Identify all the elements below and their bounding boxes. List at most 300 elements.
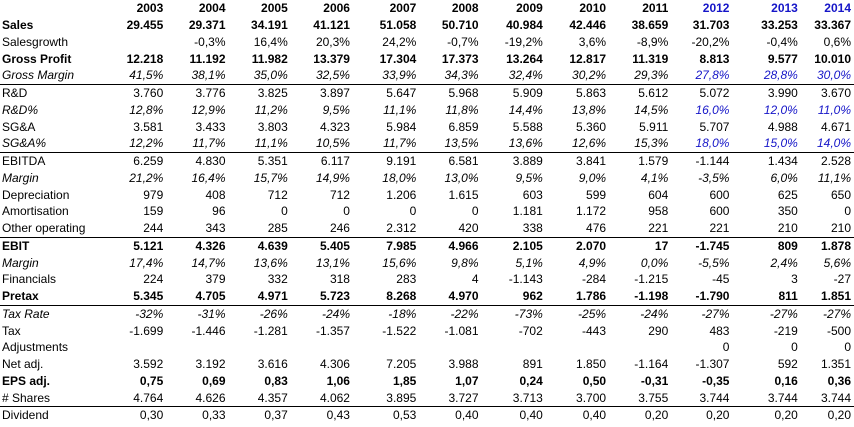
value-cell: 15,6% <box>382 255 417 270</box>
value-cell: 0,75 <box>139 373 164 388</box>
value-cell: 5.707 <box>699 119 730 134</box>
value-cell: 0,20 <box>827 408 851 423</box>
value-cell: 9,0% <box>578 170 607 185</box>
value-cell: 28,8% <box>732 67 800 84</box>
value-cell: -24% <box>640 306 669 321</box>
value-cell: 0,53 <box>392 408 417 423</box>
year-header-2014: 2014 <box>824 1 851 16</box>
row-ebitda <box>0 152 854 169</box>
value-cell: 3 <box>791 272 798 287</box>
value-cell: -284 <box>582 272 607 287</box>
value-cell: 8.813 <box>699 51 730 66</box>
value-cell: -20,2% <box>691 34 730 49</box>
value-cell: 3.776 <box>195 86 226 101</box>
value-cell: 285 <box>229 220 291 237</box>
value-cell <box>419 339 481 356</box>
value-cell: 29.371 <box>188 18 226 33</box>
value-cell: 290 <box>648 323 669 338</box>
row-r-d <box>0 102 854 119</box>
value-cell: 11,8% <box>445 102 479 117</box>
value-cell: -24% <box>321 306 350 321</box>
row-label: Salesgrowth <box>2 34 69 49</box>
value-cell: -0,35 <box>702 373 730 388</box>
value-cell: 3.825 <box>257 86 288 101</box>
value-cell: 221 <box>671 220 732 237</box>
value-cell: 1.850 <box>576 357 607 372</box>
value-cell: -1.081 <box>444 323 479 338</box>
value-cell: -1.745 <box>695 238 730 253</box>
value-cell: 9.191 <box>386 154 417 169</box>
value-cell: -1.281 <box>253 323 288 338</box>
value-cell: 0,83 <box>264 373 288 388</box>
value-cell: 40.984 <box>506 18 543 33</box>
value-cell: -1.198 <box>609 288 671 305</box>
value-cell: 32,5% <box>291 67 353 84</box>
value-cell: 0 <box>409 204 417 219</box>
value-cell: -18% <box>388 306 417 321</box>
row-adjustments <box>0 339 854 356</box>
value-cell: 3.841 <box>576 154 607 169</box>
value-cell: 958 <box>648 204 669 219</box>
value-cell: 18,0% <box>382 170 417 185</box>
value-cell: 3.744 <box>671 389 732 406</box>
value-cell: 2.070 <box>576 238 607 253</box>
value-cell: 1.206 <box>386 187 417 202</box>
value-cell: 38,1% <box>166 67 228 84</box>
value-cell: 5.121 <box>133 238 164 253</box>
value-cell: 0 <box>844 204 851 219</box>
row-label: SG&A <box>2 119 36 134</box>
value-cell: 1.434 <box>767 154 798 169</box>
row-dividend <box>0 407 854 424</box>
value-cell: 5.863 <box>576 86 607 101</box>
value-cell: 244 <box>102 220 166 237</box>
value-cell: 3.744 <box>801 389 854 406</box>
value-cell: 476 <box>546 220 609 237</box>
value-cell: -0,7% <box>447 34 479 49</box>
value-cell: 318 <box>329 272 350 287</box>
value-cell: -702 <box>518 323 543 338</box>
value-cell: -3,5% <box>698 170 730 185</box>
value-cell: 2,4% <box>770 255 798 270</box>
value-cell: 16,4% <box>253 34 288 49</box>
value-cell: -1.446 <box>191 323 226 338</box>
value-cell: 350 <box>777 204 798 219</box>
row-label: SG&A% <box>0 135 102 152</box>
value-cell: 224 <box>143 272 164 287</box>
value-cell: 483 <box>709 323 730 338</box>
value-cell: -219 <box>773 323 798 338</box>
value-cell <box>229 339 291 356</box>
value-cell: 6.259 <box>133 154 164 169</box>
value-cell: 96 <box>212 204 226 219</box>
value-cell: 30,0% <box>801 67 854 84</box>
value-cell: -1.522 <box>382 323 417 338</box>
value-cell: 11,1% <box>383 102 417 117</box>
value-cell <box>291 339 353 356</box>
value-cell: 3.433 <box>195 119 226 134</box>
row-pretax <box>0 288 854 305</box>
value-cell: 5,6% <box>823 255 851 270</box>
row-label: Depreciation <box>2 187 70 202</box>
value-cell: 12,9% <box>191 102 226 117</box>
value-cell: 2.528 <box>820 154 851 169</box>
value-cell <box>102 34 166 51</box>
value-cell: 811 <box>732 288 800 305</box>
header-row <box>0 0 854 17</box>
value-cell: 4.323 <box>319 119 350 134</box>
value-cell: 5,1% <box>515 255 543 270</box>
value-cell: 0,20 <box>774 408 798 423</box>
value-cell: 9,5% <box>515 170 543 185</box>
value-cell: 6,0% <box>770 170 798 185</box>
value-cell: 11,0% <box>817 102 851 117</box>
value-cell: 41,5% <box>102 67 166 84</box>
value-cell: 20,3% <box>315 34 350 49</box>
value-cell: 3.744 <box>732 389 800 406</box>
value-cell: 5.911 <box>639 119 669 134</box>
value-cell: 38.659 <box>631 18 669 33</box>
row-financials <box>0 271 854 288</box>
value-cell: 5.405 <box>319 238 350 253</box>
value-cell: 15,7% <box>253 170 288 185</box>
value-cell: 11,2% <box>254 102 288 117</box>
value-cell: -0,31 <box>640 373 669 388</box>
value-cell: 12,0% <box>763 102 798 117</box>
value-cell: 5.351 <box>257 154 288 169</box>
value-cell: 50.710 <box>441 18 479 33</box>
row-net-adj <box>0 356 854 373</box>
value-cell: 3.700 <box>546 389 609 406</box>
value-cell: 16,4% <box>191 170 226 185</box>
value-cell: 0,30 <box>139 408 164 423</box>
row-label: Margin <box>2 170 39 185</box>
value-cell: 10,5% <box>291 135 353 152</box>
value-cell: -443 <box>582 323 607 338</box>
value-cell: 51.058 <box>379 18 417 33</box>
year-header-2008: 2008 <box>451 1 479 16</box>
year-header-2011: 2011 <box>642 1 669 16</box>
row-label: R&D% <box>2 102 39 117</box>
value-cell: -1.790 <box>671 288 732 305</box>
value-cell: 712 <box>329 187 350 202</box>
value-cell: 21,2% <box>129 170 164 185</box>
value-cell: 6.859 <box>448 119 479 134</box>
value-cell: 4,9% <box>578 255 607 270</box>
value-cell: 17,4% <box>129 255 164 270</box>
value-cell: 15,3% <box>609 135 671 152</box>
value-cell: 5.909 <box>512 86 543 101</box>
value-cell: 600 <box>709 204 730 219</box>
value-cell: 1.181 <box>512 204 543 219</box>
row-label: Tax <box>2 323 21 338</box>
value-cell: 3,6% <box>578 34 607 49</box>
year-header-2013: 2013 <box>771 1 798 16</box>
value-cell: 0,6% <box>823 34 851 49</box>
year-header-2004: 2004 <box>198 1 226 16</box>
value-cell: -45 <box>712 272 730 287</box>
value-cell: -19,2% <box>504 34 543 49</box>
value-cell: 17.304 <box>379 51 417 66</box>
value-cell: 420 <box>419 220 481 237</box>
row-ebit <box>0 237 854 254</box>
value-cell <box>609 339 671 356</box>
value-cell <box>102 339 166 356</box>
value-cell: 5.647 <box>386 86 417 101</box>
value-cell: 343 <box>166 220 228 237</box>
value-cell: 0,24 <box>519 373 543 388</box>
value-cell: 4.062 <box>291 389 353 406</box>
value-cell: -1.699 <box>129 323 164 338</box>
value-cell: 11,7% <box>166 135 228 152</box>
year-header-2012: 2012 <box>702 1 730 16</box>
value-cell: 30,2% <box>546 67 609 84</box>
value-cell: -500 <box>826 323 851 338</box>
value-cell: 0 <box>343 204 350 219</box>
value-cell: 5.723 <box>291 288 353 305</box>
value-cell: 11,7% <box>353 135 419 152</box>
year-header-2009: 2009 <box>516 1 543 16</box>
value-cell: 379 <box>205 272 226 287</box>
row-label: Amortisation <box>2 204 69 219</box>
year-header-2010: 2010 <box>579 1 607 16</box>
row-label: R&D <box>2 86 28 101</box>
row-label: # Shares <box>0 389 102 406</box>
row-sg-a <box>0 118 854 135</box>
value-cell: 4,1% <box>640 170 669 185</box>
value-cell: 0,33 <box>202 408 226 423</box>
value-cell: 2.312 <box>353 220 419 237</box>
value-cell: 5.968 <box>448 86 479 101</box>
value-cell: 11.319 <box>632 51 669 66</box>
value-cell: 18,0% <box>671 135 732 152</box>
value-cell: -26% <box>259 306 288 321</box>
value-cell: 12,8% <box>129 102 164 117</box>
value-cell: -73% <box>514 306 543 321</box>
row-shares <box>0 389 854 406</box>
value-cell: 5.588 <box>512 119 543 134</box>
value-cell: 17 <box>654 238 669 253</box>
row-label: EPS adj. <box>2 373 51 388</box>
value-cell: 5.072 <box>699 86 730 101</box>
value-cell: 4.830 <box>195 154 226 169</box>
value-cell: 2.105 <box>512 238 543 253</box>
value-cell: -31% <box>197 306 226 321</box>
value-cell: 13.264 <box>506 51 543 66</box>
value-cell: -0,4% <box>766 34 798 49</box>
value-cell: 4.326 <box>195 238 226 253</box>
year-header-2006: 2006 <box>323 1 350 16</box>
value-cell: 210 <box>732 220 800 237</box>
value-cell: 4.639 <box>257 238 288 253</box>
value-cell: 12.817 <box>569 51 607 66</box>
value-cell: 592 <box>777 357 798 372</box>
value-cell: 603 <box>522 187 543 202</box>
value-cell: 5.345 <box>102 288 166 305</box>
row-label: Gross Margin <box>0 67 102 84</box>
value-cell: 0,40 <box>455 408 479 423</box>
value-cell: 13,5% <box>419 135 481 152</box>
value-cell: 11,1% <box>817 170 851 185</box>
row-label: Sales <box>2 18 34 33</box>
value-cell: 27,8% <box>671 67 732 84</box>
row-amortisation <box>0 203 854 220</box>
value-cell: 1,07 <box>455 373 479 388</box>
value-cell: 8.268 <box>353 288 419 305</box>
row-eps-adj <box>0 373 854 390</box>
value-cell: 600 <box>709 187 730 202</box>
value-cell: 13,6% <box>482 135 546 152</box>
value-cell: -1.143 <box>508 272 543 287</box>
row-label: Adjustments <box>2 340 69 355</box>
value-cell: 0,69 <box>202 373 226 388</box>
value-cell: -22% <box>450 306 479 321</box>
value-cell: 11,1% <box>229 135 291 152</box>
value-cell: 650 <box>830 187 851 202</box>
value-cell: 3.803 <box>257 119 288 134</box>
value-cell: 4.764 <box>102 389 166 406</box>
row-margin <box>0 254 854 271</box>
value-cell: 3.713 <box>482 389 546 406</box>
value-cell: 4.970 <box>419 288 481 305</box>
row-other-operating <box>0 220 854 237</box>
value-cell: 0 <box>844 340 851 355</box>
value-cell: 15,0% <box>732 135 800 152</box>
value-cell: 4.971 <box>229 288 291 305</box>
value-cell: 11.192 <box>189 51 226 66</box>
value-cell: 33.367 <box>814 18 851 33</box>
value-cell: 1.878 <box>820 238 851 253</box>
value-cell: -5,5% <box>698 255 730 270</box>
value-cell: 3.895 <box>353 389 419 406</box>
row-tax <box>0 322 854 339</box>
value-cell: 1.615 <box>448 187 479 202</box>
value-cell: 1,85 <box>392 373 417 388</box>
value-cell: -27% <box>701 306 730 321</box>
value-cell: 9,8% <box>451 255 479 270</box>
value-cell: 332 <box>267 272 288 287</box>
value-cell: 4.357 <box>229 389 291 406</box>
row-label: Margin <box>2 255 39 270</box>
value-cell: -8,9% <box>636 34 669 49</box>
value-cell: 12,6% <box>546 135 609 152</box>
value-cell: -27% <box>822 306 851 321</box>
value-cell: 14,4% <box>508 102 543 117</box>
value-cell: 3.581 <box>133 119 164 134</box>
value-cell: -25% <box>578 306 607 321</box>
value-cell: 6.117 <box>320 154 350 169</box>
value-cell: 14,5% <box>634 102 669 117</box>
value-cell: -1.357 <box>315 323 350 338</box>
value-cell: 4.306 <box>319 357 350 372</box>
year-header-2007: 2007 <box>389 1 417 16</box>
value-cell: 0,40 <box>582 408 607 423</box>
value-cell: 14,9% <box>315 170 350 185</box>
header-label-cell <box>0 0 102 17</box>
value-cell: 0,16 <box>774 373 798 388</box>
row-label: Tax Rate <box>2 306 50 321</box>
value-cell: 0 <box>791 340 798 355</box>
value-cell: 33.253 <box>761 18 798 33</box>
value-cell: 4.988 <box>767 119 798 134</box>
row-label: Gross Profit <box>2 51 72 66</box>
value-cell: 712 <box>267 187 288 202</box>
value-cell: 159 <box>143 204 164 219</box>
value-cell: -27 <box>833 272 851 287</box>
value-cell: 221 <box>609 220 671 237</box>
row-label: Financials <box>2 272 57 287</box>
row-label: Other operating <box>0 220 102 237</box>
year-header-2003: 2003 <box>136 1 164 16</box>
value-cell: 35,0% <box>229 67 291 84</box>
value-cell: 3.727 <box>419 389 481 406</box>
value-cell: 4.626 <box>166 389 228 406</box>
value-cell: 42.446 <box>569 18 607 33</box>
value-cell: 3.760 <box>133 86 164 101</box>
value-cell: 0,36 <box>827 373 851 388</box>
row-margin <box>0 170 854 187</box>
value-cell: 4.966 <box>448 238 479 253</box>
value-cell: 979 <box>143 187 164 202</box>
value-cell: 3.192 <box>195 357 226 372</box>
value-cell: 1.851 <box>801 288 854 305</box>
row-label: EBIT <box>2 238 30 253</box>
value-cell: 3.670 <box>820 86 851 101</box>
value-cell: 12,2% <box>102 135 166 152</box>
value-cell: 29,3% <box>609 67 671 84</box>
row-gross-profit <box>0 50 854 67</box>
row-sales <box>0 17 854 34</box>
value-cell: 210 <box>801 220 854 237</box>
row-label: EBITDA <box>2 154 46 169</box>
value-cell: 24,2% <box>382 34 417 49</box>
value-cell: 12.218 <box>126 51 164 66</box>
row-label: Dividend <box>2 408 49 423</box>
value-cell: 4.671 <box>820 119 851 134</box>
row-sg-a <box>0 135 854 152</box>
value-cell: 13,8% <box>572 102 607 117</box>
value-cell: 5.984 <box>386 119 417 134</box>
value-cell: 29.455 <box>126 18 164 33</box>
row-tax-rate <box>0 305 854 322</box>
value-cell: 1.172 <box>576 204 607 219</box>
value-cell: 0,20 <box>644 408 669 423</box>
value-cell: -1.144 <box>695 154 730 169</box>
value-cell: 1.351 <box>820 357 851 372</box>
value-cell: 3.889 <box>512 154 543 169</box>
value-cell: 962 <box>482 288 546 305</box>
value-cell: -32% <box>135 306 164 321</box>
value-cell: 1.786 <box>546 288 609 305</box>
value-cell: 14,0% <box>801 135 854 152</box>
value-cell: 0,43 <box>326 408 350 423</box>
value-cell: 599 <box>586 187 607 202</box>
value-cell <box>482 339 546 356</box>
value-cell: 16,0% <box>695 102 730 117</box>
row-r-d <box>0 84 854 101</box>
value-cell: 0 <box>471 204 479 219</box>
value-cell: 246 <box>291 220 353 237</box>
year-header-2005: 2005 <box>261 1 288 16</box>
row-depreciation <box>0 186 854 203</box>
value-cell: 3.616 <box>257 357 288 372</box>
value-cell: -27% <box>769 306 798 321</box>
value-cell: 13.379 <box>313 51 350 66</box>
value-cell: 3.592 <box>133 357 164 372</box>
value-cell: 283 <box>396 272 417 287</box>
value-cell: 9,5% <box>322 102 350 117</box>
value-cell: 0,20 <box>706 408 730 423</box>
